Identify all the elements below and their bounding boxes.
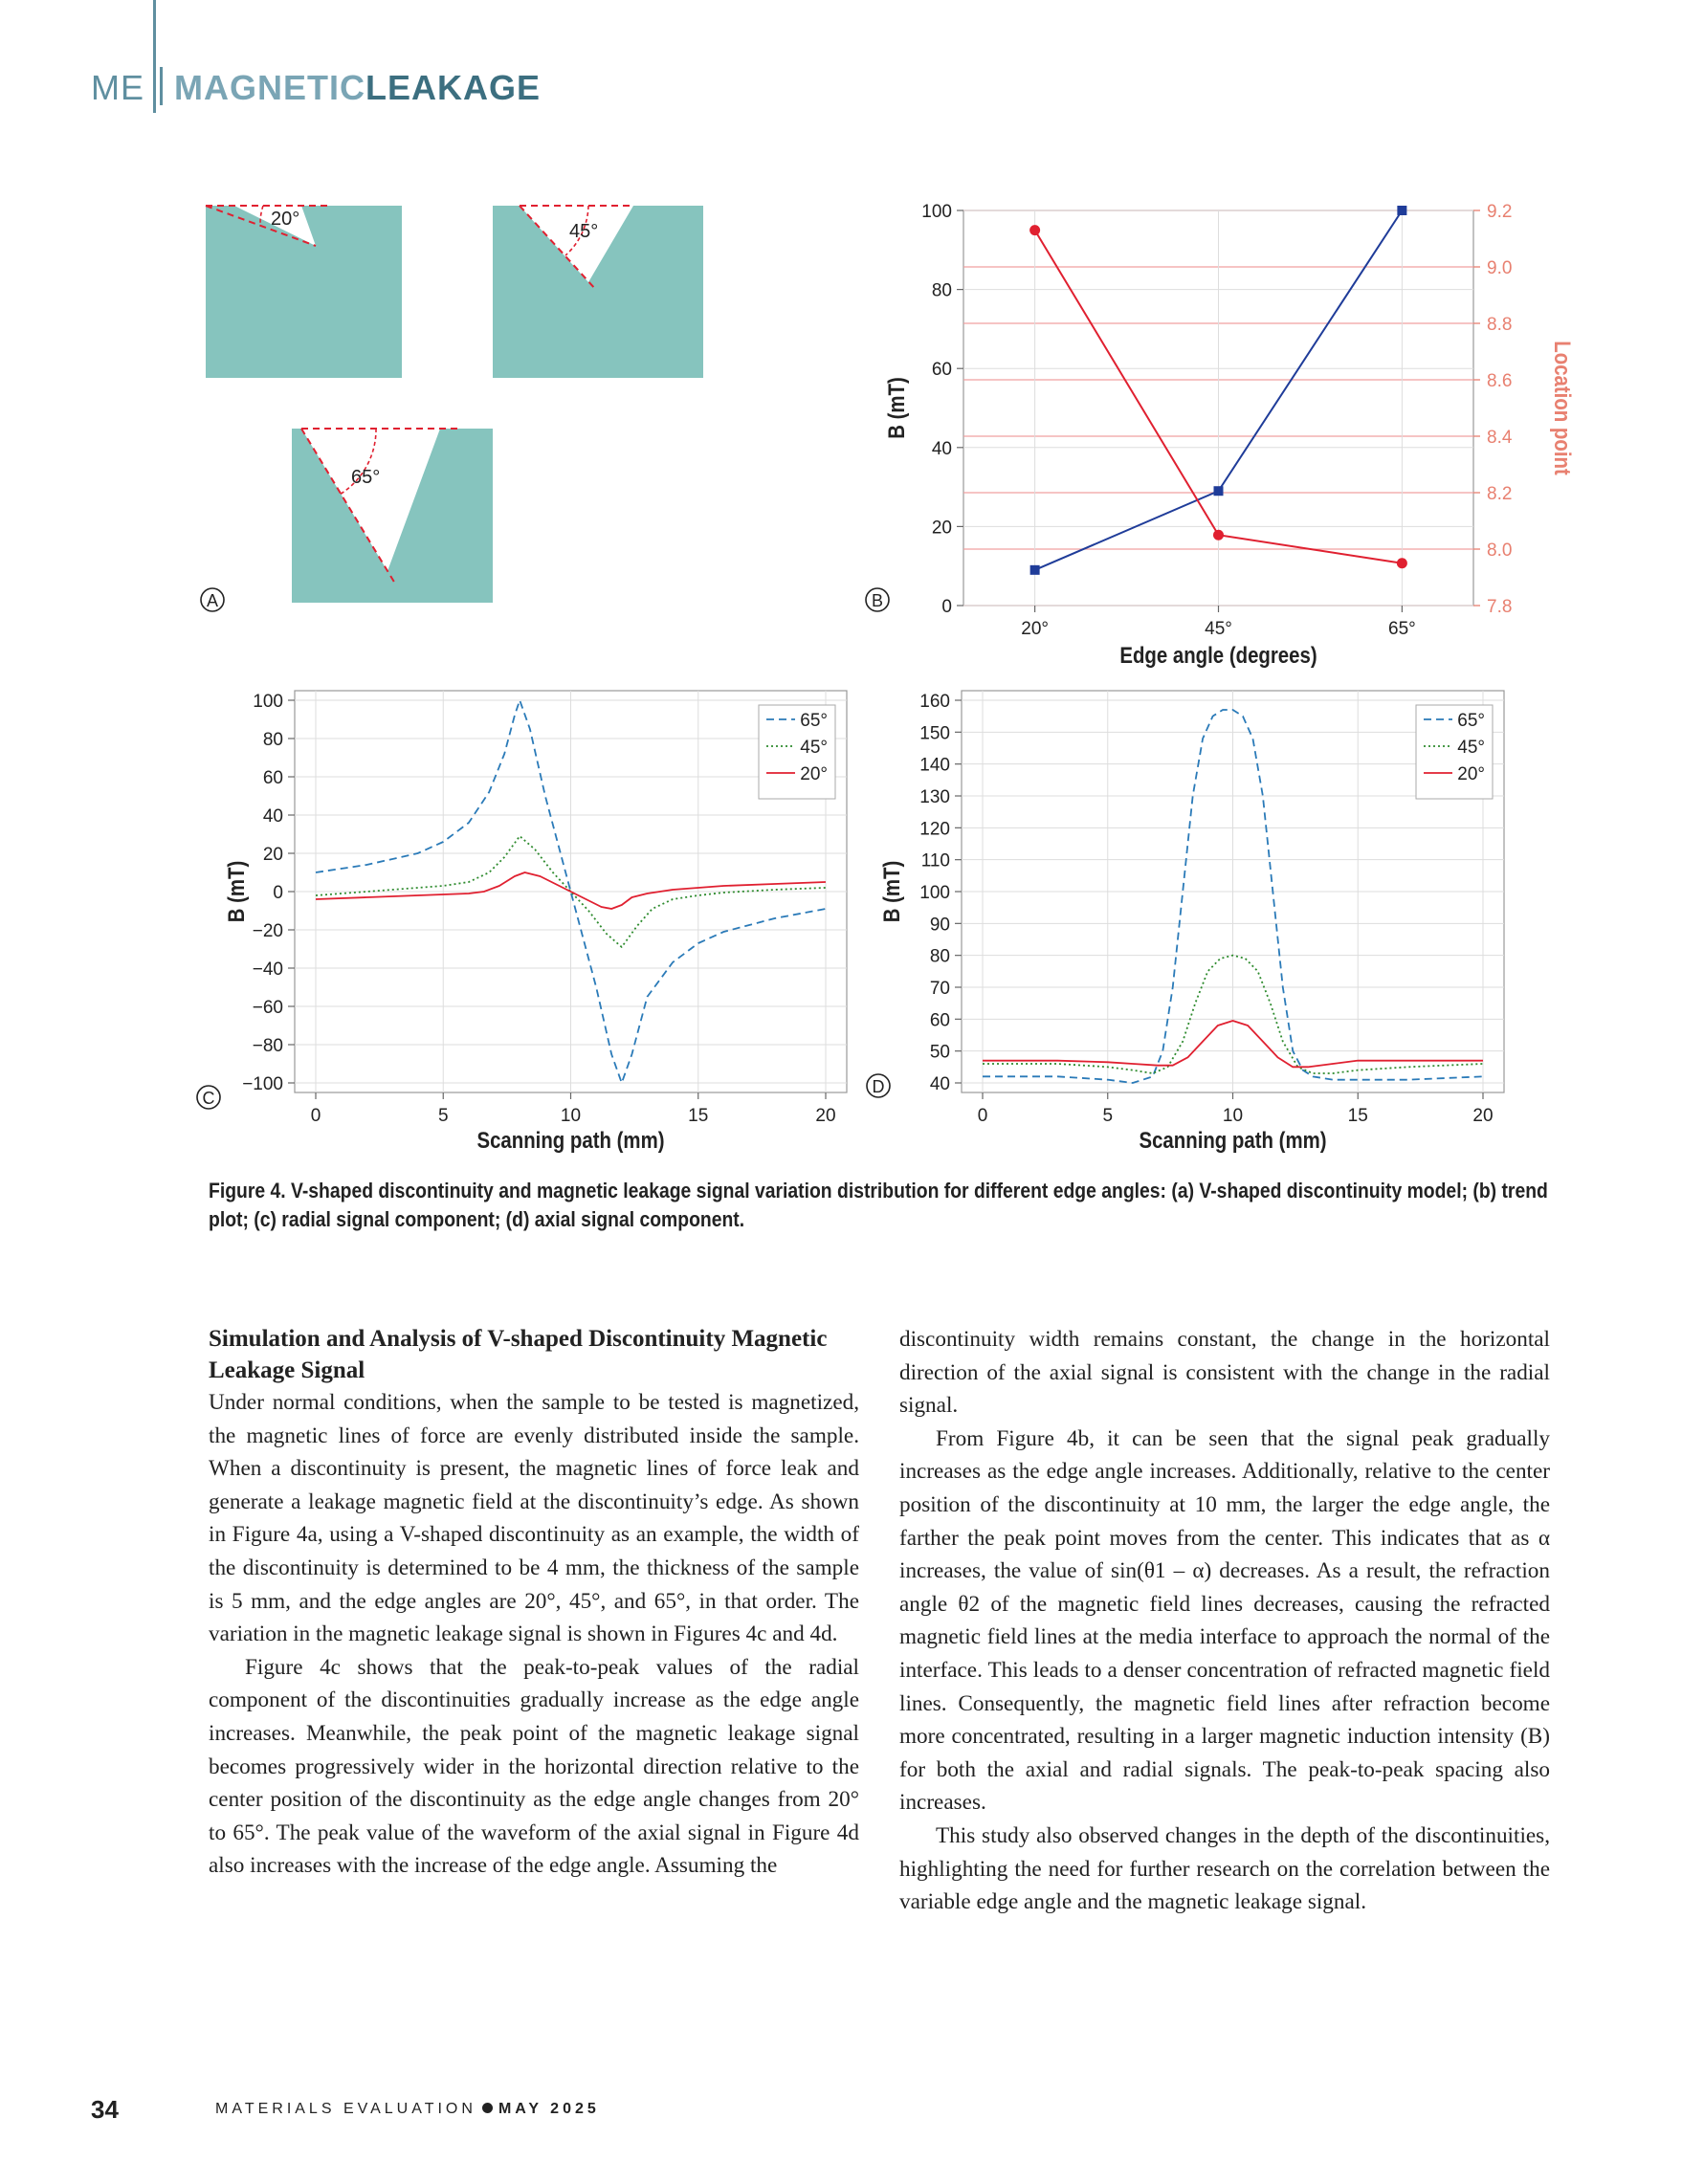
panel-label: D: [872, 1077, 885, 1096]
y-tick-label: 20: [931, 518, 952, 539]
y-tick-label: 90: [929, 915, 950, 936]
y2-tick-label: 8.6: [1487, 371, 1513, 391]
x-tick-label: 0: [977, 1106, 988, 1126]
x-tick-label: 5: [437, 1106, 449, 1126]
figure-c-radial: [187, 679, 856, 1167]
y-axis-label: B (mT): [883, 377, 910, 439]
data-point-circle: [1397, 558, 1407, 568]
y-tick-label: −20: [252, 921, 283, 941]
y-tick-label: 120: [919, 819, 950, 840]
y2-tick-label: 8.2: [1487, 484, 1513, 504]
y-tick-label: 100: [919, 883, 950, 903]
y-tick-label: 150: [919, 723, 950, 744]
panel-label: B: [871, 591, 884, 610]
y-tick-label: 20: [262, 845, 283, 865]
legend-label: 45°: [1457, 738, 1485, 758]
y2-tick-label: 8.4: [1487, 428, 1513, 448]
y2-tick-label: 9.0: [1487, 258, 1513, 278]
y2-tick-label: 7.8: [1487, 597, 1513, 617]
y-tick-label: 70: [929, 979, 950, 999]
body-paragraph: discontinuity width remains constant, the change in the horizontal direction of the axial signal is consistent with the change in the radial signal.: [899, 1327, 1550, 1419]
y-tick-label: 130: [919, 787, 950, 807]
y2-tick-label: 8.0: [1487, 540, 1513, 561]
legend-label: 20°: [1457, 764, 1485, 784]
y-tick-label: 160: [919, 692, 950, 712]
x-tick-label: 20: [815, 1106, 836, 1126]
x-tick-label: 15: [1347, 1106, 1368, 1126]
data-point-circle: [1213, 530, 1224, 540]
y-tick-label: 100: [921, 202, 952, 222]
figure-a-models: [187, 196, 856, 617]
y-tick-label: −80: [252, 1036, 283, 1056]
y-tick-label: 40: [931, 438, 952, 459]
header-divider: [160, 67, 163, 105]
body-column-left: [209, 1323, 859, 1883]
legend-label: 65°: [1457, 711, 1485, 731]
y-axis-label: B (mT): [878, 860, 905, 923]
legend-label: 65°: [800, 711, 828, 731]
y-tick-label: 60: [262, 768, 283, 788]
x-tick-label: 10: [1222, 1106, 1244, 1126]
y-tick-label: 0: [941, 597, 952, 617]
y-tick-label: 50: [929, 1042, 950, 1063]
section-heading: Simulation and Analysis of V-shaped Discontinuity Magnetic Leakage Signal: [209, 1326, 828, 1383]
x-tick-label: 20°: [1021, 619, 1049, 639]
y-tick-label: 0: [273, 883, 283, 903]
x-axis-label: Edge angle (degrees): [1119, 642, 1317, 669]
x-tick-label: 20: [1472, 1106, 1494, 1126]
x-axis-label: Scanning path (mm): [476, 1127, 665, 1154]
y-tick-label: 40: [929, 1074, 950, 1094]
y-axis-label: B (mT): [223, 860, 250, 923]
y-tick-label: 60: [931, 360, 952, 381]
figure-d-axial: [856, 679, 1526, 1167]
x-tick-label: 65°: [1388, 619, 1416, 639]
data-point-square: [1030, 565, 1040, 575]
figure-caption: Figure 4. V-shaped discontinuity and magnetic leakage signal variation distribution for different edge angles: (a) V-shaped discontinuity model; (b) trend plot; (c) radial signal component; (d) axial signal component.: [209, 1179, 1548, 1231]
y-tick-label: 80: [931, 280, 952, 301]
legend-label: 45°: [800, 738, 828, 758]
y-tick-label: −60: [252, 998, 283, 1018]
y-tick-label: 140: [919, 755, 950, 776]
panel-label-a: A: [206, 591, 219, 610]
y-tick-label: 60: [929, 1010, 950, 1031]
x-tick-label: 45°: [1205, 619, 1232, 639]
data-point-square: [1397, 206, 1406, 215]
y2-tick-label: 8.8: [1487, 315, 1513, 335]
angle-label-20: 20°: [271, 209, 300, 230]
x-tick-label: 15: [688, 1106, 709, 1126]
data-point-circle: [1029, 225, 1040, 235]
journal-name: MATERIALS EVALUATION: [215, 2101, 476, 2117]
body-column-right: [899, 1323, 1550, 1919]
y-tick-label: −40: [252, 960, 283, 980]
body-paragraph: From Figure 4b, it can be seen that the signal peak gradually increases as the edge angle increases. Additionally, relative to the center position of the discontinuity at 10 mm, the larger the edge angle, the farther the peak point moves from the center. This indicates that as α increases, the value of sin(θ1 – α) decreases. As a result, the refraction angle θ2 of the magnetic field lines decreases, causing the refracted magnetic field lines at the media interface to approach the normal of the interface. This leads to a denser concentration of refracted magnetic field lines. Consequently, the magnetic field lines after refraction become more concentrated, resulting in a larger magnetic induction intensity (B) for both the axial and radial signals. The peak-to-peak spacing also increases.: [899, 1425, 1550, 1816]
y-tick-label: 110: [920, 850, 950, 871]
y-tick-label: −100: [242, 1074, 283, 1094]
panel-label: C: [202, 1089, 215, 1108]
x-tick-label: 5: [1102, 1106, 1114, 1126]
body-paragraph: Under normal conditions, when the sample to be tested is magnetized, the magnetic lines of force are evenly distributed inside the sample. When a discontinuity is present, the magnetic lines of force leak and generate a leakage magnetic field at the discontinuity’s edge. As shown in Figure 4a, using a V-shaped discontinuity as an example, the width of the discontinuity is determined to be 4 mm, the thickness of the sample is 5 mm, and the edge angles are 20°, 45°, and 65°, in that order. The variation in the magnetic leakage signal is shown in Figures 4c and 4d.: [209, 1390, 859, 1647]
legend-label: 20°: [800, 764, 828, 784]
y-tick-label: 40: [262, 806, 283, 827]
section-header: [91, 67, 541, 108]
data-point-square: [1214, 486, 1224, 496]
y2-axis-label: Location point: [1549, 341, 1576, 475]
body-paragraph: Figure 4c shows that the peak-to-peak values of the radial component of the discontinuities gradually increase as the edge angle increases. Meanwhile, the peak point of the magnetic leakage signal becomes progressively wider in the horizontal direction relative to the center position of the discontinuity as the edge angle changes from 20° to 65°. The peak value of the waveform of the axial signal in Figure 4d also increases with the increase of the edge angle. Assuming the: [209, 1654, 859, 1879]
angle-label-65: 65°: [351, 467, 381, 488]
v-block-20: [206, 206, 402, 378]
y-tick-label: 80: [929, 946, 950, 967]
v-block-65: [292, 429, 493, 603]
section-abbrev: ME: [91, 68, 144, 107]
x-tick-label: 0: [310, 1106, 321, 1126]
figure-b-trend-plot: [856, 196, 1583, 674]
x-axis-label: Scanning path (mm): [1139, 1127, 1327, 1154]
section-title-part2: LEAKAGE: [365, 68, 542, 107]
journal-footer: [215, 2101, 600, 2118]
body-paragraph: This study also observed changes in the depth of the discontinuities, highlighting the need for further research on the correlation between the variable edge angle and the magnetic leakage signal.: [899, 1822, 1550, 1915]
y2-tick-label: 9.2: [1487, 202, 1513, 222]
y-tick-label: 80: [262, 730, 283, 750]
footer-bullet: [482, 2103, 493, 2113]
angle-label-45: 45°: [569, 221, 599, 242]
section-title-part1: MAGNETIC: [174, 68, 365, 107]
y-tick-label: 100: [253, 692, 283, 712]
page-number: 34: [91, 2095, 119, 2124]
journal-issue: MAY 2025: [498, 2101, 600, 2117]
x-tick-label: 10: [560, 1106, 582, 1126]
